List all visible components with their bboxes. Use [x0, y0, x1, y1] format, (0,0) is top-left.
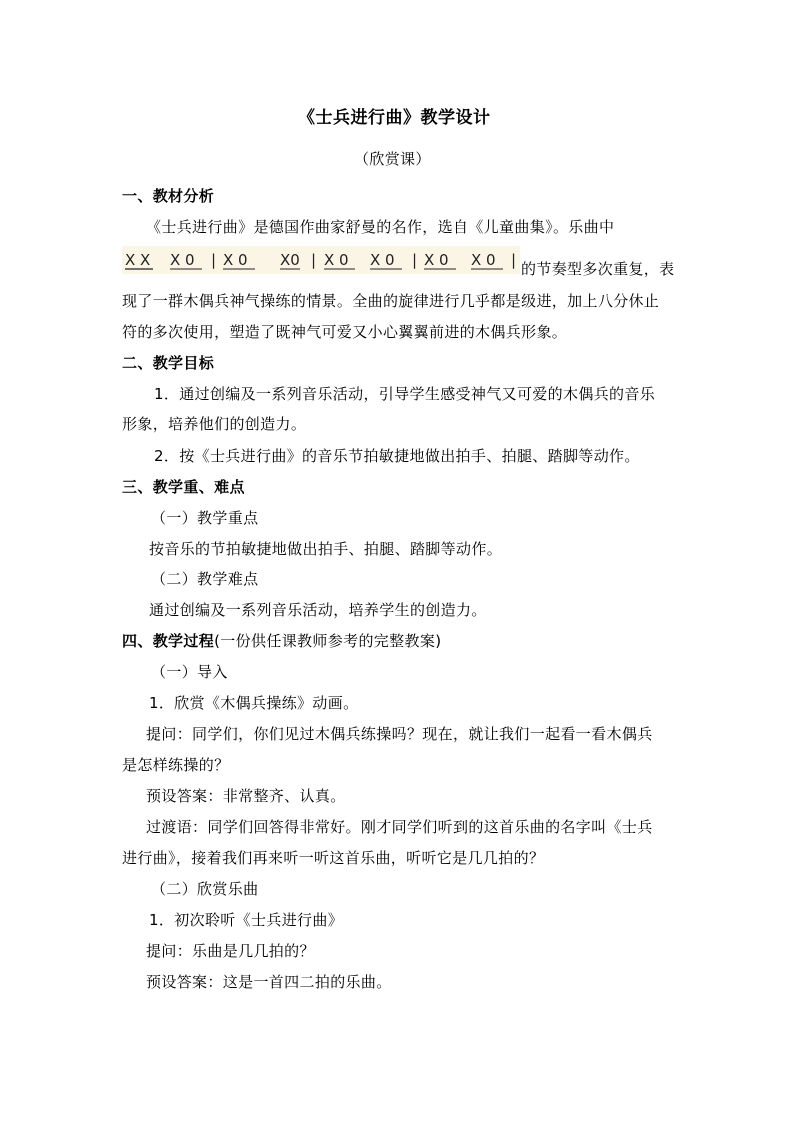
paragraph-line: 通过创编及一系列音乐活动，培养学生的创造力。	[149, 601, 487, 619]
section-heading-process	[122, 631, 441, 651]
rhythm-pattern	[122, 246, 520, 274]
document-subtitle: （欣赏课）	[354, 150, 431, 168]
paragraph-line: 符的多次使用，塑造了既神气可爱又小心翼翼前进的木偶兵形象。	[122, 323, 568, 341]
rhythm-note: X X	[125, 251, 151, 269]
rhythm-note: X0	[280, 251, 300, 269]
subsection-heading: （二）欣赏乐曲	[151, 880, 259, 898]
paragraph-line: 现了一群木偶兵神气操练的情景。全曲的旋律进行几乎都是级进，加上八分休止	[122, 292, 660, 310]
subsection-heading: （一）教学重点	[151, 509, 259, 527]
section-heading-key-points: 三、教学重、难点	[122, 478, 245, 496]
paragraph-line: 提问：乐曲是几几拍的？	[146, 942, 315, 960]
rhythm-note: X 0	[471, 251, 496, 269]
paragraph-line: 进行曲》，接着我们再来听一听这首乐曲，听听它是几几拍的？	[122, 849, 545, 867]
process-item: 1．欣赏《木偶兵操练》动画。	[149, 694, 359, 712]
barline: |	[412, 251, 418, 269]
paragraph-line: 提问：同学们，你们见过木偶兵练操吗？现在，就让我们一起看一看木偶兵	[146, 725, 653, 743]
paragraph-line: 过渡语：同学们回答得非常好。刚才同学们听到的这首乐曲的名字叫《士兵	[146, 818, 653, 836]
paragraph-line: 《士兵进行曲》是德国作曲家舒曼的名作，选自《儿童曲集》。乐曲中	[146, 218, 615, 236]
rhythm-note: X 0	[370, 251, 395, 269]
barline: |	[311, 251, 317, 269]
barline: |	[211, 251, 217, 269]
rhythm-note: X 0	[324, 251, 349, 269]
rhythm-note: X 0	[424, 251, 449, 269]
paragraph-line: 的节奏型多次重复，表	[521, 260, 675, 278]
paragraph-line: 预设答案：这是一首四二拍的乐曲。	[146, 973, 392, 991]
paragraph-line: 是怎样练操的？	[122, 756, 230, 774]
section-heading-process-title: 四、教学过程	[122, 632, 215, 650]
section-heading-process-note: (一份供任课教师参考的完整教案)	[214, 632, 442, 650]
paragraph-line: 预设答案：非常整齐、认真。	[146, 787, 346, 805]
section-heading-materials: 一、教材分析	[122, 187, 215, 205]
barline: |	[511, 251, 517, 269]
subsection-heading: （二）教学难点	[151, 570, 259, 588]
rhythm-notation	[122, 246, 520, 274]
document-title: 《士兵进行曲》教学设计	[298, 108, 491, 128]
objective-item: 形象，培养他们的创造力。	[122, 415, 307, 433]
rhythm-note: X 0	[223, 251, 248, 269]
rhythm-note: X 0	[170, 251, 195, 269]
paragraph-line: 按音乐的节拍敏捷地做出拍手、拍腿、踏脚等动作。	[149, 540, 503, 558]
objective-item: 2．按《士兵进行曲》的音乐节拍敏捷地做出拍手、拍腿、踏脚等动作。	[154, 447, 640, 465]
section-heading-objectives: 二、教学目标	[122, 354, 215, 372]
subsection-heading: （一）导入	[151, 663, 228, 681]
process-item: 1．初次聆听《士兵进行曲》	[149, 911, 344, 929]
objective-item: 1．通过创编及一系列音乐活动，引导学生感受神气又可爱的木偶兵的音乐	[154, 385, 656, 403]
